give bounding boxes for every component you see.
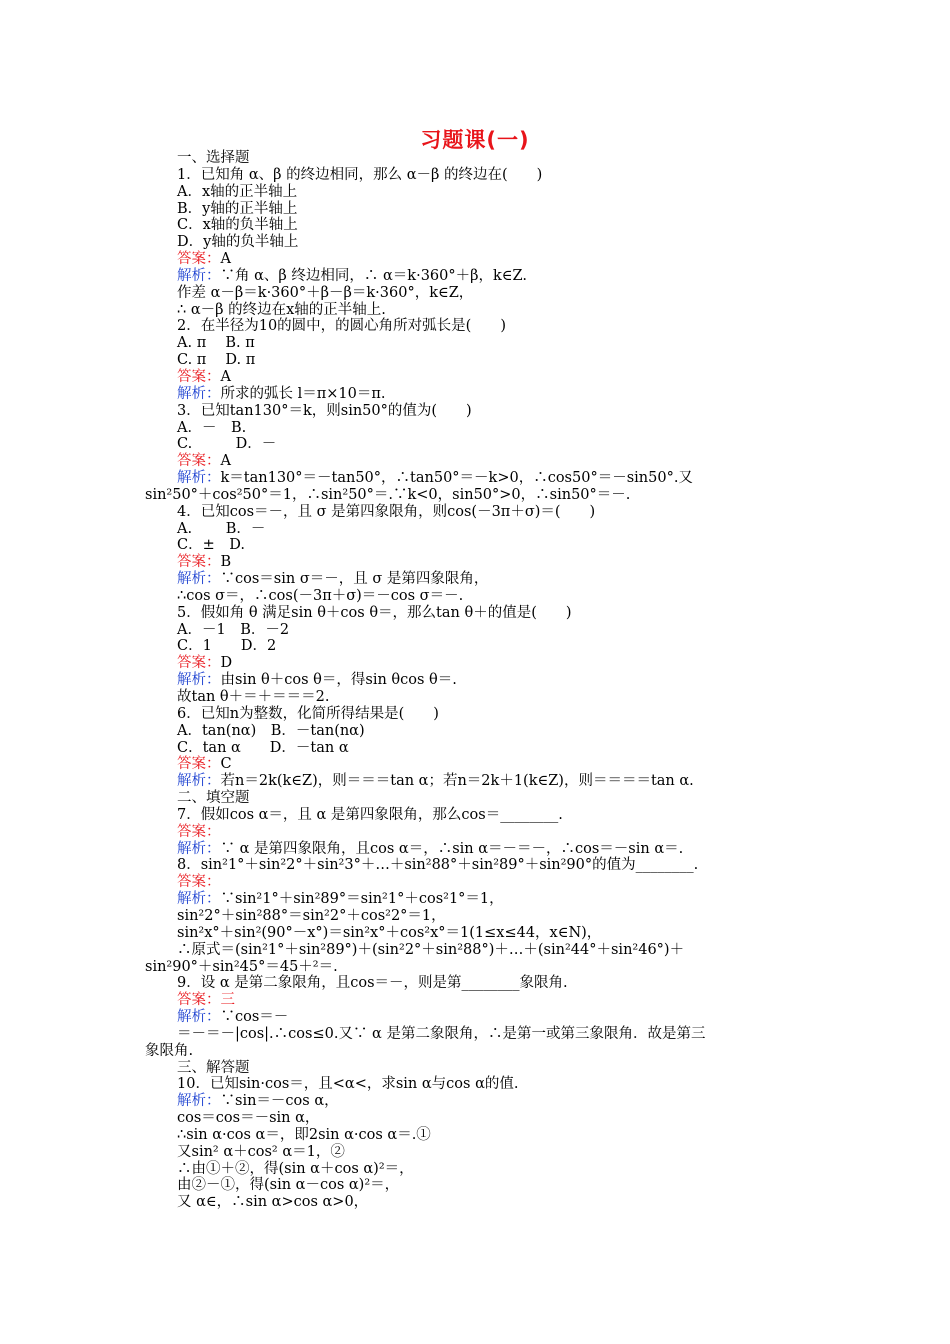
text-line xyxy=(145,1127,813,1144)
text-line xyxy=(145,571,813,588)
explanation-label: 解析： xyxy=(177,1093,221,1110)
text-line xyxy=(145,1026,813,1043)
line-text: ∴ α－β 的终边在x轴的正半轴上. xyxy=(177,301,386,318)
text-line xyxy=(145,1161,813,1178)
text-line xyxy=(145,335,813,352)
text-line xyxy=(145,1076,813,1093)
text-line xyxy=(145,1093,813,1110)
text-line xyxy=(145,554,813,571)
line-text: ∵sin²1°＋sin²89°＝sin²1°＋cos²1°＝1， xyxy=(220,891,504,908)
text-line xyxy=(145,672,813,689)
line-text: C. π D. π xyxy=(177,352,256,369)
line-text: ∴cos σ＝，∴cos(－3π＋σ)＝－cos σ＝－. xyxy=(177,587,464,604)
text-line xyxy=(145,318,813,335)
text-line xyxy=(145,605,813,622)
text-line xyxy=(145,453,813,470)
line-text: 2．在半径为10的圆中，的圆心角所对弧长是( ) xyxy=(177,318,506,335)
answer-label: 答案： xyxy=(177,874,221,891)
text-line xyxy=(145,908,813,925)
line-text: ∵sin＝－cos α， xyxy=(220,1093,339,1110)
line-text: ∵cos＝sin σ＝－，且 σ 是第四象限角， xyxy=(220,571,489,588)
line-text: sin²x°＋sin²(90°－x°)＝sin²x°＋cos²x°＝1(1≤x≤44，x∈N)， xyxy=(177,924,602,941)
text-line xyxy=(145,638,813,655)
line-text: sin²2°＋sin²88°＝sin²2°＋cos²2°＝1， xyxy=(177,907,446,924)
answer-label: 答案： xyxy=(177,251,221,268)
line-text: ∵ α 是第四象限角，且cos α＝，∴sin α＝－＝－，∴cos＝－sin α＝. xyxy=(220,840,684,857)
line-text: B．y轴的正半轴上 xyxy=(177,200,298,217)
line-text: A．－ B. xyxy=(177,419,247,436)
line-text: A．－1 B．－2 xyxy=(177,621,290,638)
text-line xyxy=(145,403,813,420)
text-line xyxy=(145,1194,813,1211)
text-line xyxy=(145,1043,813,1060)
text-line xyxy=(145,959,813,976)
line-text: C. D．－ xyxy=(177,436,277,453)
text-line xyxy=(145,234,813,251)
line-text: 作差 α－β＝k·360°＋β－β＝k·360°，k∈Z， xyxy=(177,284,474,301)
line-text: 若n＝2k(k∈Z)，则＝＝＝tan α；若n＝2k＋1(k∈Z)，则＝＝＝＝tan α. xyxy=(220,773,694,790)
text-line xyxy=(145,622,813,639)
answer-label: 答案： xyxy=(177,756,221,773)
text-line xyxy=(145,773,813,790)
text-line xyxy=(145,857,813,874)
text-line xyxy=(145,655,813,672)
line-text: C．x轴的负半轴上 xyxy=(177,217,298,234)
line-text: A xyxy=(220,251,231,268)
line-text: C．± D. xyxy=(177,537,245,554)
text-line xyxy=(145,1009,813,1026)
line-text: 由②－①，得(sin α－cos α)²＝， xyxy=(177,1177,400,1194)
answer-label: 答案： xyxy=(177,453,221,470)
explanation-label: 解析： xyxy=(177,385,221,402)
line-text: A. π B. π xyxy=(177,335,255,352)
line-text: A xyxy=(220,453,231,470)
explanation-label: 解析： xyxy=(177,470,221,487)
line-text: 8．sin²1°＋sin²2°＋sin²3°＋…＋sin²88°＋sin²89°＋sin²90°的值为________. xyxy=(177,857,699,874)
text-line xyxy=(145,436,813,453)
line-text: k＝tan130°＝－tan50°，∴tan50°＝－k>0，∴cos50°＝－sin50°.又 xyxy=(220,470,693,487)
text-line xyxy=(145,942,813,959)
text-line xyxy=(145,369,813,386)
explanation-label: 解析： xyxy=(177,1009,221,1026)
line-text: D xyxy=(220,655,233,672)
line-text: D．y轴的负半轴上 xyxy=(177,234,299,251)
line-text: 故tan θ＋＝＋＝＝＝2. xyxy=(177,689,330,705)
line-text: 象限角. xyxy=(145,1042,194,1059)
line-text: ＝－＝－|cos|.∴cos≤0.又∵ α 是第二象限角，∴是第一或第三象限角．故是第三 xyxy=(177,1025,706,1042)
text-line xyxy=(145,925,813,942)
line-text: 又 α∈，∴sin α>cos α>0， xyxy=(177,1194,369,1211)
explanation-label: 解析： xyxy=(177,773,221,790)
page-title: 习题课(一) xyxy=(420,128,530,152)
text-line xyxy=(145,706,813,723)
answer-label: 三 xyxy=(220,992,235,1009)
explanation-label: 解析： xyxy=(177,571,221,588)
line-text: ∴由①＋②，得(sin α＋cos α)²＝， xyxy=(177,1160,414,1177)
line-text: A．x轴的正半轴上 xyxy=(177,183,298,200)
line-text: 4．已知cos＝－，且 σ 是第四象限角，则cos(－3π＋σ)＝( ) xyxy=(177,503,596,520)
text-line xyxy=(145,504,813,521)
line-text: C xyxy=(220,756,232,773)
explanation-label: 解析： xyxy=(177,672,221,689)
text-line xyxy=(145,756,813,773)
text-line xyxy=(145,521,813,538)
line-text: 一、选择题 xyxy=(177,150,250,166)
explanation-label: 解析： xyxy=(177,840,221,857)
line-text: 又sin² α＋cos² α＝1，② xyxy=(177,1143,345,1160)
text-line xyxy=(145,352,813,369)
text-line xyxy=(145,841,813,858)
text-line xyxy=(145,420,813,437)
line-text: 三、解答题 xyxy=(177,1059,250,1076)
answer-label: 答案： xyxy=(177,554,221,571)
line-text: sin²50°＋cos²50°＝1，∴sin²50°＝.∵k<0，sin50°>0，∴sin50°＝－. xyxy=(145,486,631,503)
text-line xyxy=(145,1110,813,1127)
document-body xyxy=(145,150,813,1211)
text-line xyxy=(145,807,813,824)
text-line xyxy=(145,740,813,757)
explanation-label: 解析： xyxy=(177,891,221,908)
line-text: A．tan(nα) B．－tan(nα) xyxy=(177,722,365,739)
explanation-label: 解析： xyxy=(177,267,221,284)
text-line xyxy=(145,537,813,554)
line-text: 10．已知sin·cos＝，且<α<，求sin α与cos α的值. xyxy=(177,1076,519,1093)
line-text: ∴sin α·cos α＝，即2sin α·cos α＝.① xyxy=(177,1126,431,1143)
line-text: A xyxy=(220,368,231,385)
answer-label: 答案： xyxy=(177,992,221,1009)
text-line xyxy=(145,150,813,167)
text-line xyxy=(145,1144,813,1161)
line-text: ∵角 α、β 终边相同，∴ α＝k·360°＋β，k∈Z. xyxy=(220,267,527,284)
line-text: 1．已知角 α、β 的终边相同，那么 α－β 的终边在( ) xyxy=(177,166,543,183)
text-line xyxy=(145,201,813,218)
text-line xyxy=(145,723,813,740)
line-text: B xyxy=(220,554,232,571)
line-text: 所求的弧长 l＝π×10＝π. xyxy=(220,385,386,402)
text-line xyxy=(145,1177,813,1194)
text-line xyxy=(145,184,813,201)
text-line xyxy=(145,824,813,841)
line-text: 3．已知tan130°＝k，则sin50°的值为( ) xyxy=(177,402,472,419)
text-line xyxy=(145,891,813,908)
line-text: 由sin θ＋cos θ＝，得sin θcos θ＝. xyxy=(220,672,457,689)
text-line xyxy=(145,1060,813,1077)
line-text: 二、填空题 xyxy=(177,790,250,807)
text-line xyxy=(145,268,813,285)
line-text: C．tan α D．－tan α xyxy=(177,739,349,756)
text-line xyxy=(145,975,813,992)
text-line xyxy=(145,874,813,891)
line-text: sin²90°＋sin²45°＝45＋²＝. xyxy=(145,958,338,975)
text-line xyxy=(145,487,813,504)
text-line xyxy=(145,167,813,184)
text-line xyxy=(145,790,813,807)
line-text: cos＝cos＝－sin α， xyxy=(177,1110,320,1127)
text-line xyxy=(145,285,813,302)
line-text: ∵cos＝－ xyxy=(220,1009,289,1026)
line-text: C．1 D．2 xyxy=(177,638,277,655)
line-text: 9．设 α 是第二象限角，且cos＝－，则是第________象限角. xyxy=(177,975,568,992)
text-line xyxy=(145,386,813,403)
text-line xyxy=(145,217,813,234)
line-text: 5．假如角 θ 满足sin θ＋cos θ＝，那么tan θ＋的值是( ) xyxy=(177,604,572,621)
text-line xyxy=(145,992,813,1009)
line-text: A. B．－ xyxy=(177,520,266,537)
text-line xyxy=(145,470,813,487)
answer-label: 答案： xyxy=(177,655,221,672)
line-text: 6．已知n为整数，化简所得结果是( ) xyxy=(177,705,439,722)
text-line xyxy=(145,302,813,319)
answer-label: 答案： xyxy=(177,823,221,840)
line-text: ∴原式＝(sin²1°＋sin²89°)＋(sin²2°＋sin²88°)＋…＋(sin²44°＋sin²46°)＋ xyxy=(177,941,685,958)
text-line xyxy=(145,251,813,268)
text-line xyxy=(145,588,813,605)
answer-label: 答案： xyxy=(177,368,221,385)
text-line xyxy=(145,689,813,706)
line-text: 7．假如cos α＝，且 α 是第四象限角，那么cos＝________. xyxy=(177,806,563,823)
